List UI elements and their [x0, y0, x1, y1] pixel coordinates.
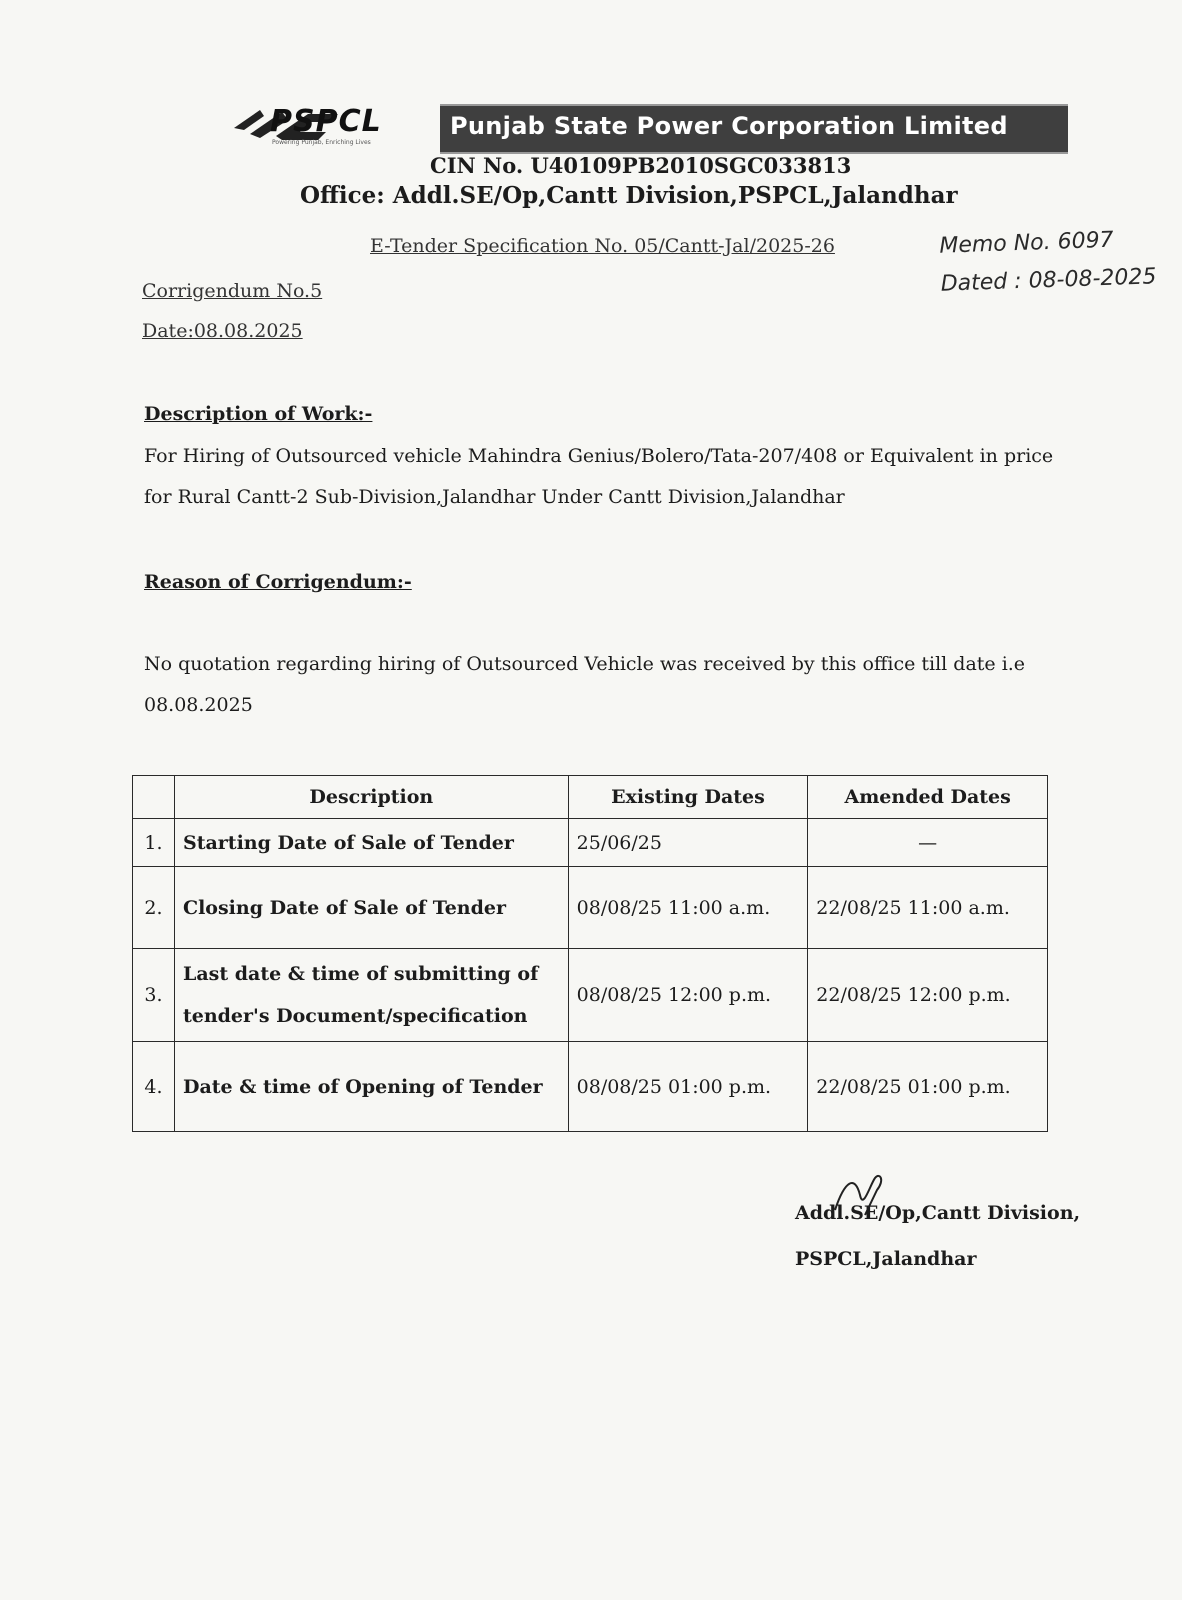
row-amended: — [808, 819, 1048, 867]
org-name: Punjab State Power Corporation Limited [450, 112, 1008, 140]
row-description: Starting Date of Sale of Tender [174, 819, 568, 867]
corrigendum-date: Date:08.08.2025 [142, 320, 303, 342]
row-description: Closing Date of Sale of Tender [174, 867, 568, 949]
dates-table [132, 775, 1048, 1132]
table-header-existing: Existing Dates [568, 776, 808, 819]
handwritten-memo [939, 220, 1157, 303]
row-number: 1. [133, 819, 175, 867]
row-amended: 22/08/25 12:00 p.m. [808, 949, 1048, 1042]
signature-block [795, 1190, 1080, 1282]
memo-date: Dated : 08-08-2025 [940, 264, 1157, 297]
description-heading: Description of Work:- [144, 403, 373, 425]
table-header-row [133, 776, 1048, 819]
table-header-amended: Amended Dates [808, 776, 1048, 819]
table-row [133, 1042, 1048, 1132]
memo-number: Memo No. 6097 [938, 227, 1115, 259]
corrigendum-number: Corrigendum No.5 [142, 280, 323, 302]
org-banner [440, 104, 1068, 154]
table-row [133, 819, 1048, 867]
row-number: 2. [133, 867, 175, 949]
table-row [133, 949, 1048, 1042]
signature-line1: Addl.SE/Op,Cantt Division, [795, 1202, 1081, 1224]
row-existing: 25/06/25 [568, 819, 808, 867]
row-existing: 08/08/25 11:00 a.m. [568, 867, 808, 949]
reason-text: No quotation regarding hiring of Outsourced Vehicle was received by this office till date i.e 08.08.2025 [144, 653, 1026, 716]
row-description: Last date & time of submitting of tender's Document/specification [174, 949, 568, 1042]
reason-heading: Reason of Corrigendum:- [144, 571, 412, 593]
table-row [133, 867, 1048, 949]
row-amended: 22/08/25 01:00 p.m. [808, 1042, 1048, 1132]
description-text: For Hiring of Outsourced vehicle Mahindra Genius/Bolero/Tata-207/408 or Equivalent in price for Rural Cantt-2 Sub-Division,Jalandhar Under Cantt Division,Jalandhar [144, 445, 1054, 508]
row-description: Date & time of Opening of Tender [174, 1042, 568, 1132]
tender-spec-number: E-Tender Specification No. 05/Cantt-Jal/2025-26 [370, 235, 835, 257]
row-amended: 22/08/25 11:00 a.m. [808, 867, 1048, 949]
row-number: 3. [133, 949, 175, 1042]
row-existing: 08/08/25 01:00 p.m. [568, 1042, 808, 1132]
office-address: Office: Addl.SE/Op,Cantt Division,PSPCL,Jalandhar [300, 182, 958, 209]
signature-line2: PSPCL,Jalandhar [795, 1248, 977, 1270]
cin-number: CIN No. U40109PB2010SGC033813 [430, 153, 852, 178]
row-existing: 08/08/25 12:00 p.m. [568, 949, 808, 1042]
logo-text: PSPCL [270, 104, 382, 139]
table-header-no [133, 776, 175, 819]
logo-tagline: Powering Punjab, Enriching Lives [272, 139, 371, 146]
table-header-description: Description [174, 776, 568, 819]
row-number: 4. [133, 1042, 175, 1132]
